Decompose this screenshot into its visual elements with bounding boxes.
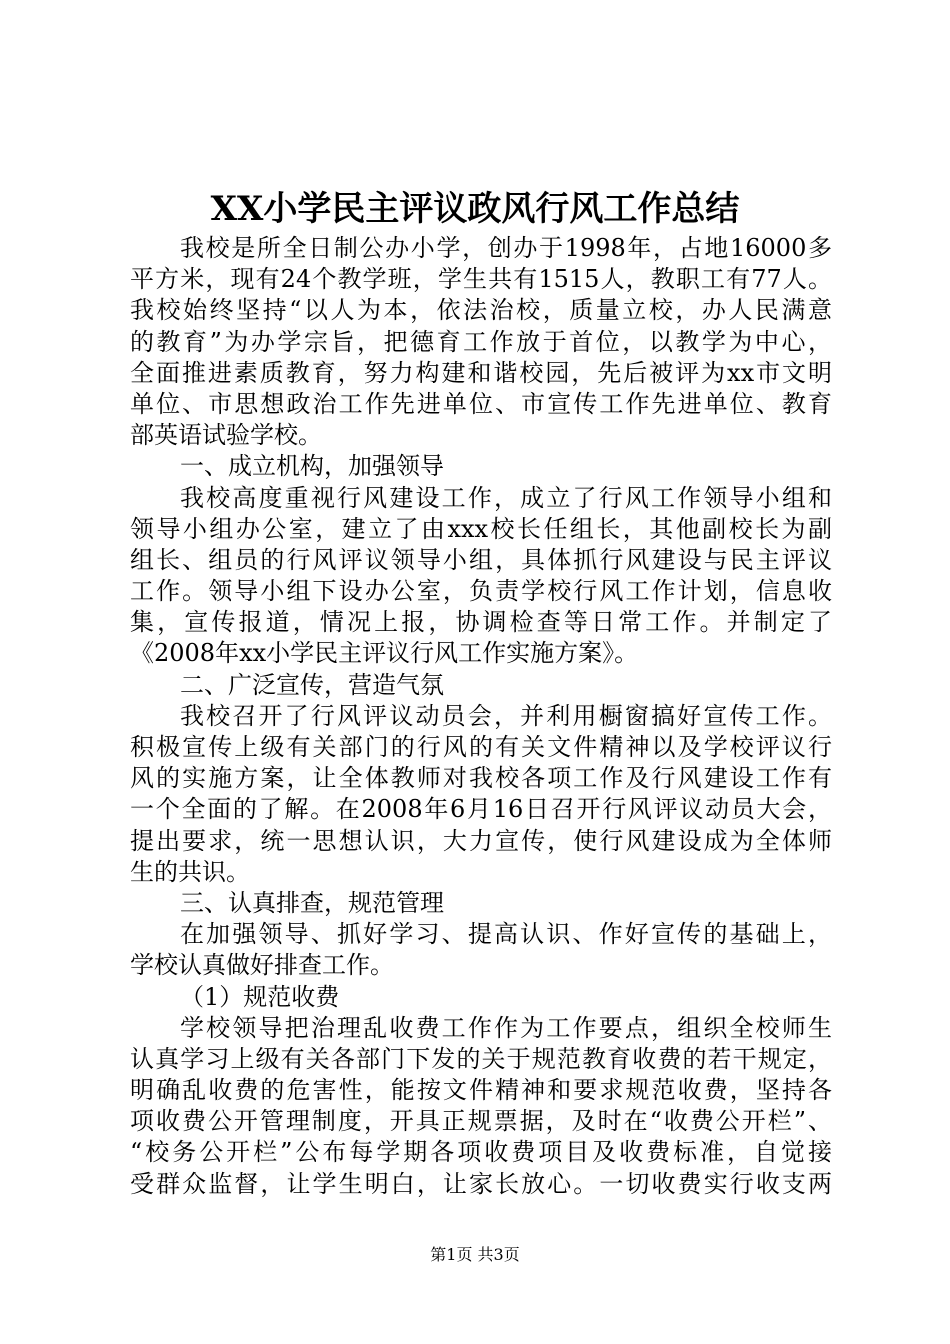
document-title: XX小学民主评议政风行风工作总结	[210, 189, 740, 229]
text-line: 全面推进素质教育，努力构建和谐校园，先后被评为xx市文明	[130, 358, 832, 387]
text-line: 领导小组办公室，建立了由xxx校长任组长，其他副校长为副	[130, 514, 832, 543]
page-footer: 第1页 共3页	[430, 1245, 520, 1264]
text-line: 受群众监督，让学生明白，让家长放心。一切收费实行收支两	[130, 1169, 832, 1198]
document-body	[130, 233, 832, 1200]
text-line: 学校领导把治理乱收费工作作为工作要点，组织全校师生	[180, 1013, 832, 1042]
text-line: 我校高度重视行风建设工作，成立了行风工作领导小组和	[180, 483, 832, 512]
text-line: 学校认真做好排查工作。	[130, 951, 394, 980]
text-line: 提出要求，统一思想认识，大力宣传，使行风建设成为全体师	[130, 826, 832, 855]
text-line: 我校是所全日制公办小学，创办于1998年，占地16000多	[180, 234, 832, 262]
text-line: 单位、市思想政治工作先进单位、市宣传工作先进单位、教育	[130, 389, 832, 418]
text-line: 组长、组员的行风评议领导小组，具体抓行风建设与民主评议	[130, 545, 832, 574]
text-line: 项收费公开管理制度，开具正规票据，及时在“收费公开栏”、	[130, 1107, 832, 1136]
text-line: 的教育”为办学宗旨，把德育工作放于首位，以教学为中心，	[130, 327, 832, 356]
text-line: 明确乱收费的危害性，能按文件精神和要求规范收费，坚持各	[130, 1076, 832, 1105]
text-line: 部英语试验学校。	[130, 421, 322, 450]
text-line: 风的实施方案，让全体教师对我校各项工作及行风建设工作有	[130, 764, 832, 793]
text-line: 我校召开了行风评议动员会，并利用橱窗搞好宣传工作。	[180, 701, 832, 730]
text-line: 认真学习上级有关各部门下发的关于规范教育收费的若干规定，	[130, 1044, 832, 1073]
text-line: 积极宣传上级有关部门的行风的有关文件精神以及学校评议行	[130, 733, 832, 761]
text-line: 工作。领导小组下设办公室，负责学校行风工作计划，信息收	[130, 577, 832, 606]
text-line: 生的共识。	[130, 857, 250, 886]
text-line: 二、广泛宣传，营造气氛	[180, 670, 444, 699]
text-line: 在加强领导、抓好学习、提高认识、作好宣传的基础上，	[180, 920, 832, 949]
text-line: “校务公开栏”公布每学期各项收费项目及收费标准，自觉接	[130, 1138, 832, 1167]
text-line: 一个全面的了解。在2008年6月16日召开行风评议动员大会，	[130, 795, 832, 824]
text-line: 集，宣传报道，情况上报，协调检查等日常工作。并制定了	[130, 608, 832, 637]
text-line: （1）规范收费	[180, 982, 340, 1011]
text-line: 一、成立机构，加强领导	[180, 452, 444, 481]
text-line: 三、认真排查，规范管理	[180, 888, 444, 917]
text-line: 平方米，现有24个教学班，学生共有1515人，教职工有77人。	[130, 265, 832, 294]
text-line: 我校始终坚持“以人为本，依法治校，质量立校，办人民满意	[130, 296, 832, 325]
text-line: 《2008年xx小学民主评议行风工作实施方案》。	[130, 639, 639, 668]
